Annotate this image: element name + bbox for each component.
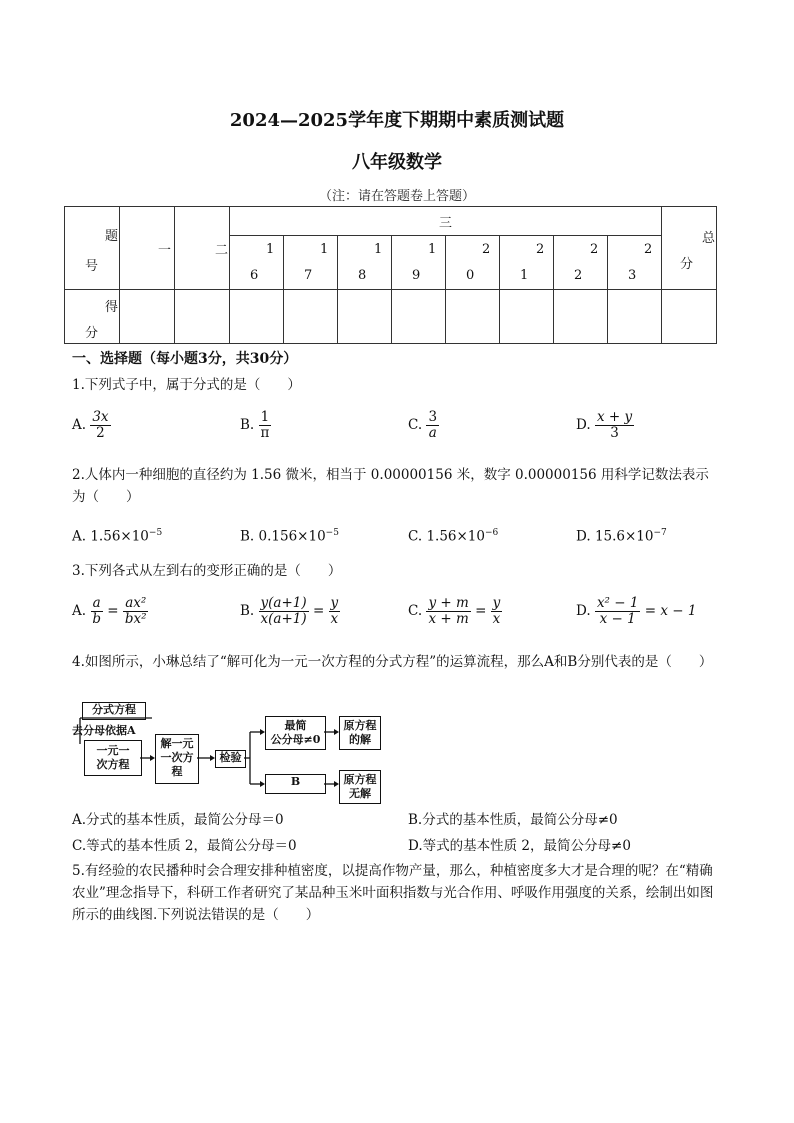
q3-option-c: C. $\frac{y + m}{x + m}$ = $\frac{y}{x}$ [408,595,501,627]
sub-cell-17: 1 7 [284,236,338,290]
header-cell-two: 二 [175,207,230,290]
sub-cell-23: 2 3 [608,236,662,290]
exam-subtitle: 八年级数学 [352,152,442,173]
header-cell-number [65,207,120,290]
q1-option-b: B. $\frac{1}{\pi}$ [240,409,270,441]
exam-note: （注：请在答题卷上答题） [318,189,475,204]
question-5-stem: 5.有经验的农民播种时会合理安排种植密度，以提高作物产量，那么，种植密度多大才是合理的呢？在“精确农业”理念指导下，科研工作者研究了某品种玉米叶面积指数与光合作用、呼吸作用强度的关系，绘制出如图所示的曲线图.下列说法错误的是（ ） [72,863,714,923]
score-input-2 [175,290,230,344]
exam-title: 2024—2025学年度下期期中素质测试题 [229,110,565,131]
score-input-20 [446,290,500,344]
score-input-total [662,290,717,344]
header-cell-three: 三 [230,207,662,236]
question-3-stem: 3.下列各式从左到右的变形正确的是（ ） [72,563,342,579]
score-input-22 [554,290,608,344]
q1-option-c: C. $\frac{3}{a}$ [408,409,438,441]
q4-option-d: D.等式的基本性质 2，最简公分母≠0 [408,838,631,854]
q2-option-d: D. $15.6\times 10^{-7}$ [576,528,667,545]
flow-box-solve: 解一元 一次方 程 [155,734,199,784]
question-2-stem: 2.人体内一种细胞的直径约为 1.56 微米，相当于 0.00000156 米，数字 0.00000156 用科学记数法表示为（ ） [72,467,709,505]
question-1-stem: 1.下列式子中，属于分式的是（ ） [72,377,301,393]
score-input-19 [392,290,446,344]
flow-box-fraction-equation: 分式方程 [82,702,146,720]
score-input-23 [608,290,662,344]
label-hao: 号 [85,259,99,274]
sub-cell-16: 1 6 [230,236,284,290]
q3-option-a: A. $\frac{a}{b}$ = $\frac{\text{ax²}}{\text{bx²}}$ [72,595,147,627]
section-heading-choice: 一、选择题（每小题3分，共30分） [72,351,298,367]
q1-option-a: A. $\frac{3x}{2}$ [72,409,109,441]
score-input-18 [338,290,392,344]
flow-box-linear-equation: 一元一 次方程 [84,740,142,776]
flow-label-remove-denominator: 去分母依据A [72,724,136,737]
q4-option-b: B.分式的基本性质，最简公分母≠0 [408,812,618,828]
q4-option-a: A.分式的基本性质，最简公分母＝0 [72,812,284,828]
label-ti: 题 [105,229,119,244]
q4-flowchart [72,700,392,804]
flow-box-solution: 原方程 的解 [339,716,381,750]
q3-option-b: B. $\frac{y(a+1)}{x(a+1)}$ = $\frac{y}{x}$ [240,595,339,627]
score-input-21 [500,290,554,344]
flow-box-b: B [265,774,326,794]
sub-cell-18: 1 8 [338,236,392,290]
score-input-1 [120,290,175,344]
flow-box-no-solution: 原方程 无解 [339,770,381,804]
sub-cell-20: 2 0 [446,236,500,290]
score-row-label: 得 分 [65,290,120,344]
header-cell-total: 总 分 [662,207,717,290]
flow-box-check: 检验 [215,750,246,768]
q3-option-d: D. $\frac{\text{x² − 1}}{x - 1}$ = x − 1 [576,595,697,627]
sub-cell-21: 2 1 [500,236,554,290]
question-4-stem: 4.如图所示，小琳总结了“解可化为一元一次方程的分式方程”的运算流程，那么A和B分别代表的是（ ） [72,654,713,670]
q1-option-d: D. $\frac{x + y}{3}$ [576,409,633,441]
q2-option-a: A. $1.56\times 10^{-5}$ [72,528,163,545]
sub-cell-22: 2 2 [554,236,608,290]
flow-box-lcd-nonzero: 最简 公分母≠0 [265,716,326,750]
score-input-17 [284,290,338,344]
q4-option-c: C.等式的基本性质 2，最简公分母＝0 [72,838,297,854]
score-table [64,206,717,344]
q2-option-c: C. $1.56\times 10^{-6}$ [408,528,499,545]
score-input-16 [230,290,284,344]
header-cell-one: 一 [120,207,175,290]
sub-cell-19: 1 9 [392,236,446,290]
q2-option-b: B. $0.156\times 10^{-5}$ [240,528,339,545]
